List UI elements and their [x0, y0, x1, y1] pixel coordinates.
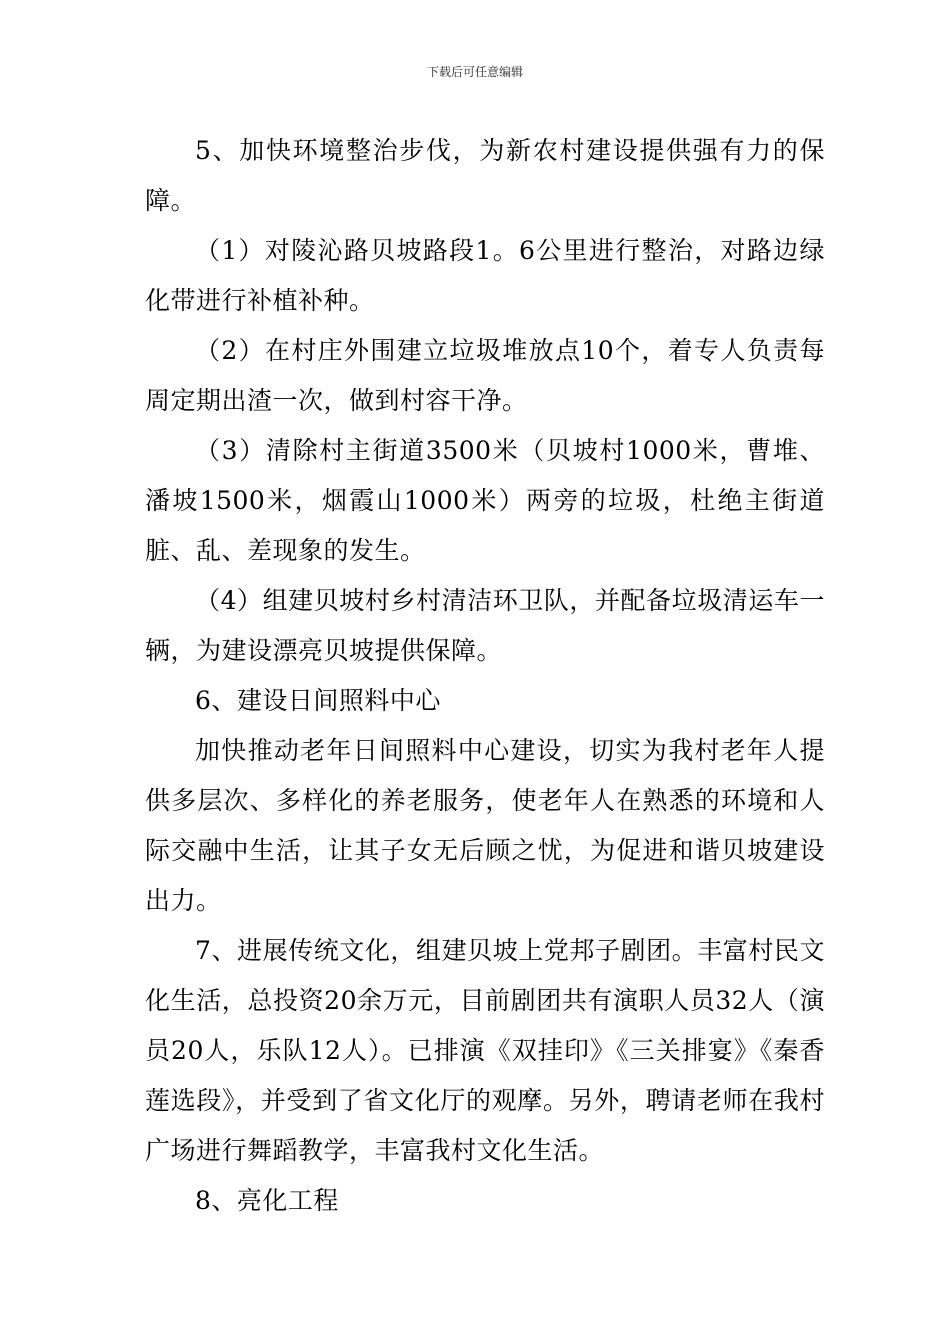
document-body	[145, 126, 825, 1226]
paragraph-item-1: （1）对陵沁路贝坡路段1。6公里进行整治，对路边绿化带进行补植补种。	[145, 236, 825, 315]
heading-section-8: 8、亮化工程	[195, 1186, 339, 1215]
paragraph-section-6-body: 加快推动老年日间照料中心建设，切实为我村老年人提供多层次、多样化的养老服务，使老年人在熟悉的环境和人际交融中生活，让其子女无后顾之忧，为促进和谐贝坡建设出力。	[145, 736, 825, 915]
paragraph-section-7: 7、进展传统文化，组建贝坡上党邦子剧团。丰富村民文化生活，总投资20余万元，目前剧团共有演职人员32人（演员20人，乐队12人）。已排演《双挂印》《三关排宴》《秦香莲选段》，并受到了省文化厅的观摩。另外，聘请老师在我村广场进行舞蹈教学，丰富我村文化生活。	[145, 936, 825, 1165]
paragraph-section-5: 5、加快环境整治步伐，为新农村建设提供强有力的保障。	[145, 136, 825, 215]
page-header: 下载后可任意编辑	[426, 65, 523, 79]
paragraph-item-4: （4）组建贝坡村乡村清洁环卫队，并配备垃圾清运车一辆，为建设漂亮贝坡提供保障。	[145, 586, 825, 665]
paragraph-item-2: （2）在村庄外围建立垃圾堆放点10个，着专人负责每周定期出渣一次，做到村容干净。	[145, 336, 825, 415]
paragraph-item-3: （3）清除村主街道3500米（贝坡村1000米，曹堆、潘坡1500米，烟霞山1000米）两旁的垃圾，杜绝主街道脏、乱、差现象的发生。	[145, 436, 825, 565]
heading-section-6: 6、建设日间照料中心	[195, 686, 441, 715]
